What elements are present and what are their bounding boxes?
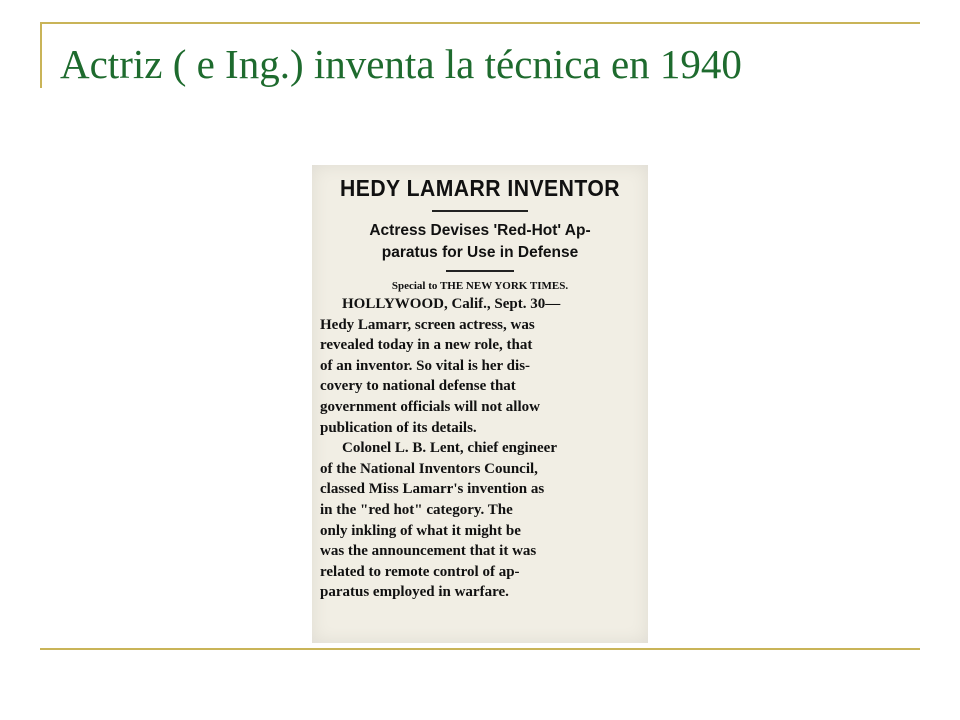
- body-line: of the National Inventors Council,: [320, 460, 538, 477]
- left-rule: [40, 22, 42, 88]
- body-line: in the "red hot" category. The: [320, 501, 513, 518]
- body-line: paratus employed in warfare.: [320, 584, 509, 601]
- body-line: classed Miss Lamarr's invention as: [320, 481, 545, 498]
- bottom-rule: [40, 648, 920, 650]
- newspaper-clipping: [312, 165, 648, 643]
- headline-divider: [432, 210, 528, 212]
- subhead-line: Actress Devises 'Red-Hot' Ap-: [369, 222, 591, 239]
- body-line: Hedy Lamarr, screen actress, was: [320, 316, 535, 333]
- clipping-headline: HEDY LAMARR INVENTOR: [340, 175, 620, 201]
- clipping-dateline-source: Special to THE NEW YORK TIMES.: [391, 280, 569, 292]
- body-line: only inkling of what it might be: [320, 522, 521, 539]
- body-line: was the announcement that it was: [320, 543, 537, 560]
- clipping-subhead: [312, 220, 648, 264]
- top-rule: [40, 22, 920, 24]
- body-line: of an inventor. So vital is her dis-: [320, 357, 531, 374]
- body-line: revealed today in a new role, that: [320, 337, 533, 354]
- subhead-divider: [446, 270, 514, 272]
- body-line: covery to national defense that: [320, 378, 516, 395]
- body-line: Colonel L. B. Lent, chief engineer: [342, 440, 557, 457]
- body-line: publication of its details.: [320, 419, 477, 436]
- body-line: related to remote control of ap-: [320, 563, 520, 580]
- subhead-line: paratus for Use in Defense: [381, 244, 579, 261]
- clipping-body: [320, 294, 640, 603]
- body-line: HOLLYWOOD, Calif., Sept. 30—: [342, 296, 561, 312]
- body-line: government officials will not allow: [320, 398, 540, 415]
- slide-title: Actriz ( e Ing.) inventa la técnica en 1940: [60, 41, 742, 87]
